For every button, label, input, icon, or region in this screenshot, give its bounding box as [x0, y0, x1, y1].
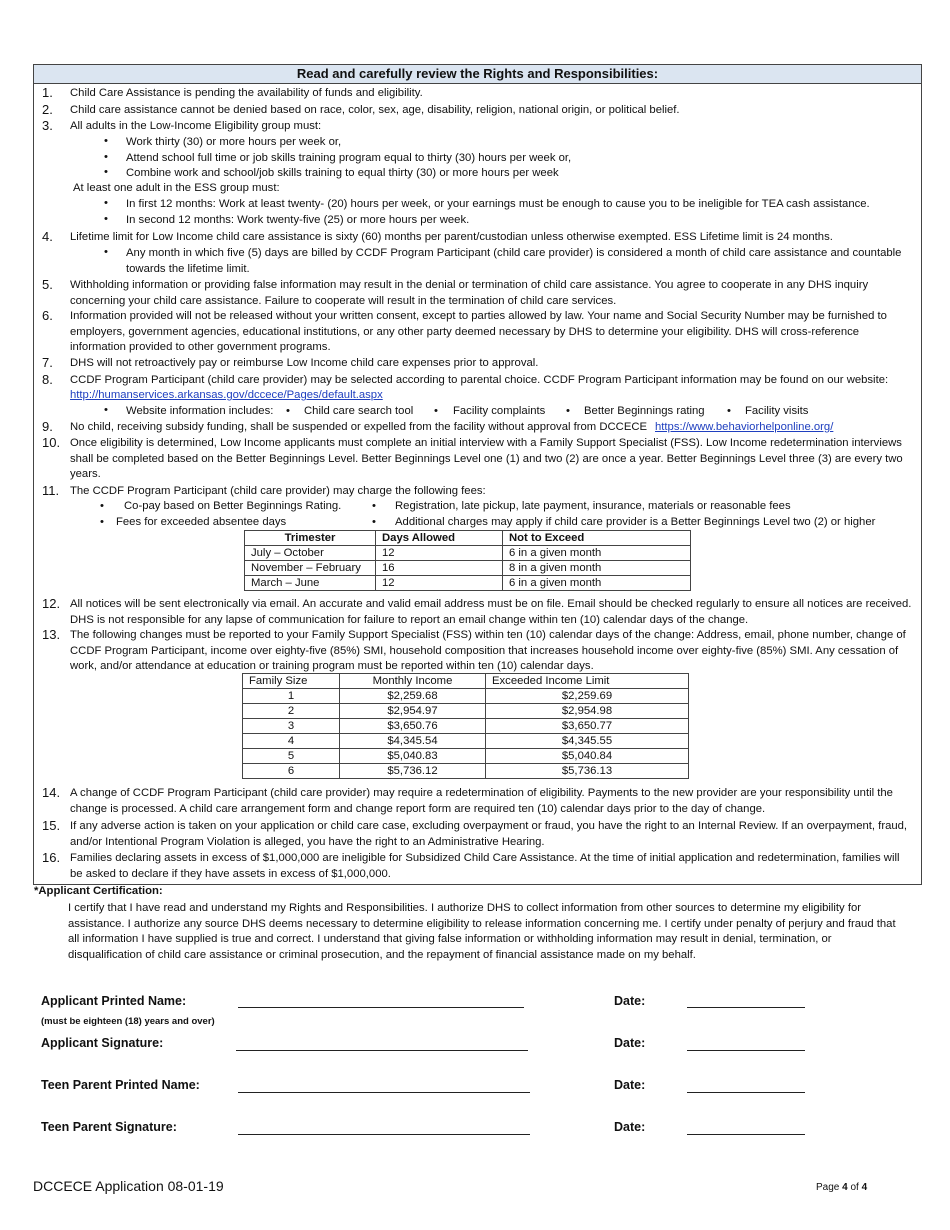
applicant-age-note: (must be eighteen (18) years and over)	[41, 1016, 215, 1027]
table-cell: 12	[376, 546, 503, 561]
item-8-text: CCDF Program Participant (child care provider) may be selected according to parental choice. CCDF Program Participant information may be found on our website:	[70, 374, 889, 386]
table-header: Days Allowed	[376, 531, 503, 546]
current-page: 4	[842, 1182, 848, 1193]
item-4-bullet: Any month in which five (5) days are billed by CCDF Program Participant (child care provider) is considered a month of child care assistance and countable towards the lifetime limit.	[126, 247, 902, 275]
table-row	[243, 749, 689, 764]
item-number: 14.	[42, 785, 61, 800]
item-number: 8.	[42, 372, 53, 387]
item-8-info-c: Better Beginnings rating	[584, 405, 705, 417]
table-row	[245, 546, 691, 561]
table-header: Monthly Income	[340, 674, 486, 689]
item-11-text: The CCDF Program Participant (child care provider) may charge the following fees:	[70, 485, 486, 497]
table-row	[245, 576, 691, 591]
applicant-signature-label: Applicant Signature:	[41, 1036, 164, 1050]
form-id: DCCECE Application 08-01-19	[33, 1178, 224, 1194]
bullet-icon: •	[104, 213, 108, 225]
rights-responsibilities-box	[33, 64, 922, 885]
section-header: Read and carefully review the Rights and Responsibilities:	[34, 65, 921, 84]
bullet-icon: •	[104, 151, 108, 163]
table-cell: 1	[243, 689, 340, 704]
total-pages: 4	[861, 1182, 868, 1193]
bullet-icon: •	[104, 166, 108, 178]
page-of: of	[850, 1182, 859, 1193]
item-15-text: If any adverse action is taken on your application or child care case, excluding overpayment or fraud, you have the right to an Internal Review. If an overpayment, fraud, and/or Intentional Program Violation is alleged, you have the right to an Administrative Hearing.	[70, 820, 908, 848]
item-11-fee-c: Fees for exceeded absentee days	[116, 516, 287, 528]
bullet-icon: •	[104, 404, 108, 416]
item-14-text: A change of CCDF Program Participant (child care provider) may require a redetermination of eligibility. Payments to the new provider are your responsibility until the change is processed. A child care arrangement form and change report form are required ten (10) calendar days prior to the day of change.	[70, 787, 893, 815]
teen-parent-signature-field[interactable]	[238, 1133, 530, 1135]
date-label: Date:	[614, 994, 646, 1008]
bullet-icon: •	[104, 197, 108, 209]
item-number: 1.	[42, 85, 53, 100]
item-number: 4.	[42, 229, 53, 244]
item-number: 7.	[42, 355, 53, 370]
item-number: 6.	[42, 308, 53, 323]
item-5-text: Withholding information or providing false information may result in the denial or termination of child care assistance. You agree to cooperate in any DHS inquiry concerning your child care assistance. Failure to cooperate will result in the termination of child care services.	[70, 279, 869, 307]
table-cell: $2,954.98	[486, 704, 689, 719]
table-cell: $4,345.54	[340, 734, 486, 749]
bullet-icon: •	[727, 405, 731, 417]
teen-parent-signature-date-field[interactable]	[687, 1133, 805, 1135]
bullet-icon: •	[372, 516, 376, 528]
table-header: Exceeded Income Limit	[486, 674, 689, 689]
table-cell: 16	[376, 561, 503, 576]
item-number: 3.	[42, 118, 53, 133]
table-cell: 2	[243, 704, 340, 719]
table-cell: $3,650.76	[340, 719, 486, 734]
item-number: 11.	[42, 483, 60, 498]
item-3-bullet-a: Work thirty (30) or more hours per week or,	[126, 136, 342, 148]
date-label: Date:	[614, 1078, 646, 1092]
table-header: Family Size	[243, 674, 340, 689]
item-1-text: Child Care Assistance is pending the availability of funds and eligibility.	[70, 87, 423, 99]
table-cell: $5,736.12	[340, 764, 486, 779]
table-cell: $5,736.13	[486, 764, 689, 779]
item-10-text: Once eligibility is determined, Low Income applicants must complete an initial interview with a Family Support Specialist (FSS). Low Income redetermination interviews shall be completed based on the Better Beginnings Level. Better Beginnings Level one (1) and two (2) are once a year. Better Beginnings Level three (3) are every two years.	[70, 437, 903, 480]
item-number: 2.	[42, 102, 53, 117]
table-cell: March – June	[245, 576, 376, 591]
bullet-icon: •	[566, 405, 570, 417]
item-9-text: No child, receiving subsidy funding, shall be suspended or expelled from the facility without approval from DCCECE	[70, 421, 648, 433]
item-8-bullet: Website information includes:	[126, 405, 274, 417]
teen-parent-name-label: Teen Parent Printed Name:	[41, 1078, 200, 1092]
bullet-icon: •	[286, 405, 290, 417]
item-11-fee-a: Co-pay based on Better Beginnings Rating.	[124, 500, 342, 512]
table-cell: 6 in a given month	[503, 576, 691, 591]
table-cell: $5,040.84	[486, 749, 689, 764]
item-3-bullet-c: Combine work and school/job skills training to equal thirty (30) or more hours per week	[126, 167, 559, 179]
table-row	[243, 764, 689, 779]
item-number: 9.	[42, 419, 53, 434]
date-label: Date:	[614, 1036, 646, 1050]
bullet-icon: •	[100, 516, 104, 528]
item-2-text: Child care assistance cannot be denied based on race, color, sex, age, disability, religion, national origin, or political belief.	[70, 104, 680, 116]
table-row	[243, 734, 689, 749]
item-3-bullet-b: Attend school full time or job skills training program equal to thirty (30) hours per week or,	[126, 152, 572, 164]
table-row	[243, 689, 689, 704]
item-7-text: DHS will not retroactively pay or reimburse Low Income child care expenses prior to approval.	[70, 357, 539, 369]
bullet-icon: •	[104, 135, 108, 147]
item-13-text: The following changes must be reported to your Family Support Specialist (FSS) within ten (10) calendar days of the change: Address, email, phone number, change of CCDF Program Participant, income over eighty-five (85%) SMI, household composition that increases household income over eighty-five (85%) SMI. Any cessation of work, and/or attendance at education or training program must be reported within ten (10) calendar days.	[70, 629, 906, 672]
teen-parent-name-date-field[interactable]	[687, 1091, 805, 1093]
table-cell: 12	[376, 576, 503, 591]
table-cell: $2,259.69	[486, 689, 689, 704]
bullet-icon: •	[434, 405, 438, 417]
bullet-icon: •	[372, 500, 376, 512]
table-cell: $5,040.83	[340, 749, 486, 764]
item-11-fee-d: Additional charges may apply if child care provider is a Better Beginnings Level two (2) or higher	[395, 516, 876, 528]
certification-title: *Applicant Certification:	[34, 885, 163, 897]
item-number: 12.	[42, 596, 61, 611]
absence-days-table	[244, 530, 691, 591]
item-11-fee-b: Registration, late pickup, late payment, insurance, materials or reasonable fees	[395, 500, 791, 512]
table-cell: 6 in a given month	[503, 546, 691, 561]
table-cell: $2,259.68	[340, 689, 486, 704]
applicant-signature-field[interactable]	[236, 1049, 528, 1051]
page-prefix: Page	[816, 1182, 840, 1193]
table-cell: 8 in a given month	[503, 561, 691, 576]
item-number: 15.	[42, 818, 61, 833]
applicant-signature-date-field[interactable]	[687, 1049, 805, 1051]
applicant-name-field[interactable]	[238, 1006, 524, 1008]
item-4-text: Lifetime limit for Low Income child care assistance is sixty (60) months per parent/custodian unless otherwise exempted. ESS Lifetime limit is 24 months.	[70, 231, 833, 243]
item-number: 10.	[42, 435, 61, 450]
table-cell: 3	[243, 719, 340, 734]
bullet-icon: •	[100, 500, 104, 512]
table-cell: 4	[243, 734, 340, 749]
table-header: Not to Exceed	[503, 531, 691, 546]
behavior-help-link[interactable]: https://www.behaviorhelponline.org/	[655, 421, 834, 433]
table-row	[243, 719, 689, 734]
income-limit-table	[242, 673, 689, 779]
table-cell: 5	[243, 749, 340, 764]
table-cell: $2,954.97	[340, 704, 486, 719]
item-8-info-b: Facility complaints	[453, 405, 546, 417]
table-cell: November – February	[245, 561, 376, 576]
item-3-ess-text: At least one adult in the ESS group must:	[73, 182, 280, 194]
item-12-text: All notices will be sent electronically via email. An accurate and valid email address must be on file. Email should be checked regularly to ensure all notices are received. DHS is not responsible for any lapse of communication for failure to report an email change within ten (10) calendar days of the change.	[70, 598, 912, 626]
table-cell: $4,345.55	[486, 734, 689, 749]
item-3-text: All adults in the Low-Income Eligibility group must:	[70, 120, 322, 132]
table-header: Trimester	[245, 531, 376, 546]
teen-parent-signature-label: Teen Parent Signature:	[41, 1120, 177, 1134]
bullet-icon: •	[104, 246, 108, 258]
item-3-bullet-e: In second 12 months: Work twenty-five (25) or more hours per week.	[126, 214, 470, 226]
date-label: Date:	[614, 1120, 646, 1134]
applicant-name-date-field[interactable]	[687, 1006, 805, 1008]
dccece-website-link[interactable]: http://humanservices.arkansas.gov/dccece/Pages/default.aspx	[70, 389, 383, 401]
certification-text: I certify that I have read and understand my Rights and Responsibilities. I authorize DHS to collect information from other sources to determine my eligibility for assistance. I authorize any source DHS deems necessary to determine eligibility to release information concerning me. I certify under penalty of perjury and fraud that all information I have supplied is true and correct. I understand that giving false information or withholding information may result in denial, termination, or disqualification of child care assistance or criminal prosecution, and the repayment of financial assistance made on my behalf.	[68, 902, 896, 961]
item-number: 16.	[42, 850, 61, 865]
applicant-name-label: Applicant Printed Name:	[41, 994, 187, 1008]
teen-parent-name-field[interactable]	[238, 1091, 530, 1093]
table-row	[243, 704, 689, 719]
item-3-bullet-d: In first 12 months: Work at least twenty- (20) hours per week, or your earnings must be enough to cause you to be ineligible for TEA cash assistance.	[126, 198, 870, 210]
item-6-text: Information provided will not be released without your written consent, except to parties allowed by law. Your name and Social Security Number may be furnished to employers, government agencies, educational institutions, or any other party deemed necessary by DHS to determine your eligibility. DHS will cross-reference information provided to other government programs.	[70, 310, 887, 353]
item-8-info-d: Facility visits	[745, 405, 809, 417]
item-8-info-a: Child care search tool	[304, 405, 414, 417]
table-row	[245, 561, 691, 576]
table-cell: $3,650.77	[486, 719, 689, 734]
table-cell: 6	[243, 764, 340, 779]
item-number: 5.	[42, 277, 53, 292]
item-16-text: Families declaring assets in excess of $1,000,000 are ineligible for Subsidized Child Care Assistance. At the time of initial application and redetermination, families will be asked to declare if they have assets in excess of $1,000,000.	[70, 852, 900, 880]
item-number: 13.	[42, 627, 61, 642]
page-number	[816, 1182, 867, 1193]
table-cell: July – October	[245, 546, 376, 561]
